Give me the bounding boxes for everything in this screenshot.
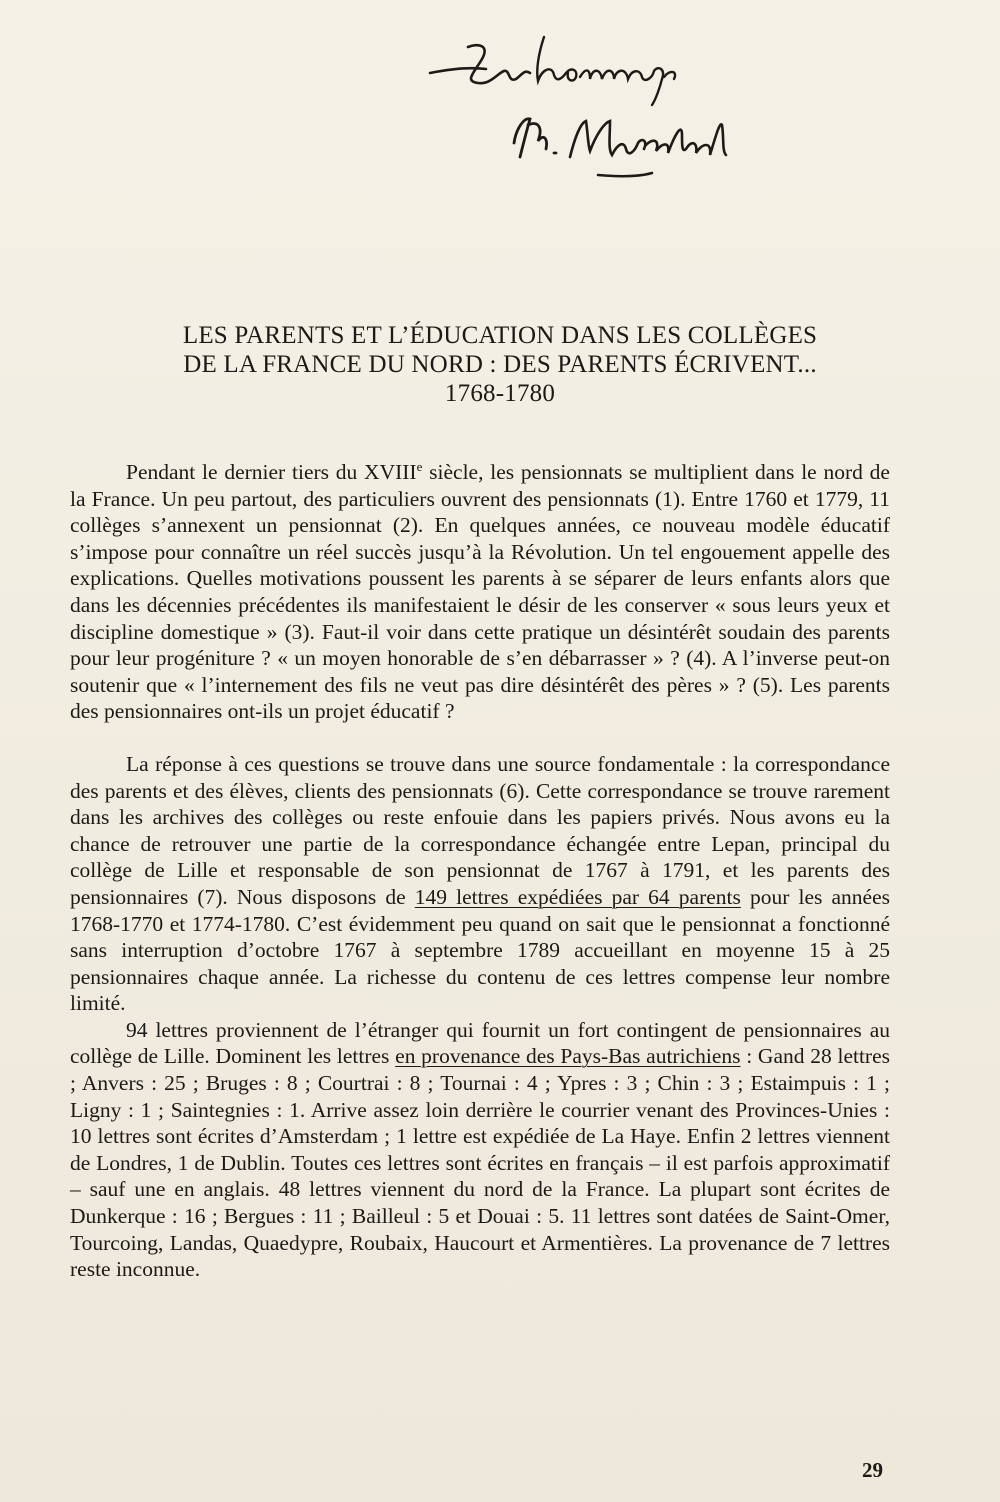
paragraph-3-text-a: 94 lettres proviennent de l’étranger qui fournit un fort contingent de pensionnaires au collège de Lille. Dominent les lettres bbox=[70, 1017, 890, 1069]
handwritten-dedication bbox=[420, 25, 740, 185]
title-years: 1768-1780 bbox=[444, 380, 556, 407]
page-number: 29 bbox=[862, 1458, 883, 1482]
paragraph-3 bbox=[70, 1017, 890, 1283]
paragraph-2 bbox=[70, 751, 890, 1017]
paragraph-separator bbox=[70, 725, 890, 751]
signature-image bbox=[420, 25, 740, 185]
article-body bbox=[70, 459, 890, 1283]
paragraph-1-text-a: Pendant le dernier tiers du XVIII bbox=[126, 460, 417, 484]
underlined-phrase-provenance: en provenance des Pays-Bas autrichiens bbox=[395, 1044, 741, 1069]
underlined-phrase-letters: 149 lettres expédiées par 64 parents bbox=[414, 884, 741, 909]
title-line-1: LES PARENTS ET L’ÉDUCATION DANS LES COLLÈGES bbox=[182, 322, 818, 349]
century-superscript: e bbox=[416, 458, 423, 474]
title-line-2: DE LA FRANCE DU NORD : DES PARENTS ÉCRIVENT... bbox=[183, 351, 817, 378]
paragraph-2-text-a: La réponse à ces questions se trouve dans une source fondamentale : la correspondance des parents et des élèves, clients des pensionnats (6). Cette correspondance se trouve rarement dans les archives des collèges ou reste enfouie dans les papiers privés. Nous avons eu la chance de retrouver une partie de la correspondance échangée entre Lepan, principal du collège de Lille et responsable de son pensionnat de 1767 à 1791, et les parents des pensionnaires (7). Nous disposons de bbox=[70, 751, 890, 909]
paragraph-2-text-b: pour les années 1768-1770 et 1774-1780. C’est évidemment peu quand on sait que le pensionnat a fonctionné sans interruption d’octobre 1767 à septembre 1789 accueillant en moyenne 15 à 25 pensionnaires chaque année. La richesse du contenu de ces lettres compense leur nombre limité. bbox=[70, 884, 890, 1016]
paragraph-1-text-b: siècle, les pensionnats se multiplient dans le nord de la France. Un peu partout, des particuliers ouvrent des pensionnats (1). Entre 1760 et 1779, 11 collèges s’annexent un pensionnat (2). En quelques années, ce nouveau modèle éducatif s’impose pour connaître un réel succès jusqu’à la Révolution. Un tel engouement appelle des explications. Quelles motivations poussent les parents à se séparer de leurs enfants alors que dans les décennies précédentes ils manifestaient le désir de les conserver « sous leurs yeux et discipline domestique » (3). Faut-il voir dans cette pratique un désintérêt soudain des parents pour leur progéniture ? « un moyen honorable de s’en débarrasser » ? (4). A l’inverse peut-on soutenir que « l’internement des fils ne veut pas dire désintérêt des pères » ? (5). Les parents des pensionnaires ont-ils un projet éducatif ? bbox=[70, 460, 890, 724]
article-title bbox=[70, 321, 930, 408]
paragraph-3-text-b: : Gand 28 lettres ; Anvers : 25 ; Bruges : 8 ; Courtrai : 8 ; Tournai : 4 ; Ypres : 3 ; Chin : 3 ; Estaimpuis : 1 ; Ligny : 1 ; Saintegnies : 1. Arrive assez loin derrière le courrier venant des Provinces-Unies : 10 lettres sont écrites d’Amsterdam ; 1 lettre est expédiée de La Haye. Enfin 2 lettres viennent de Londres, 1 de Dublin. Toutes ces lettres sont écrites en français – il est parfois approximatif – sauf une en anglais. 48 lettres viennent du nord de la France. La plupart sont écrites de Dunkerque : 16 ; Bergues : 11 ; Bailleul : 5 et Douai : 5. 11 lettres sont datées de Saint-Omer, Tourcoing, Landas, Quaedypre, Roubaix, Haucourt et Armentières. La provenance de 7 lettres reste inconnue. bbox=[70, 1044, 890, 1282]
paragraph-1 bbox=[70, 459, 890, 725]
